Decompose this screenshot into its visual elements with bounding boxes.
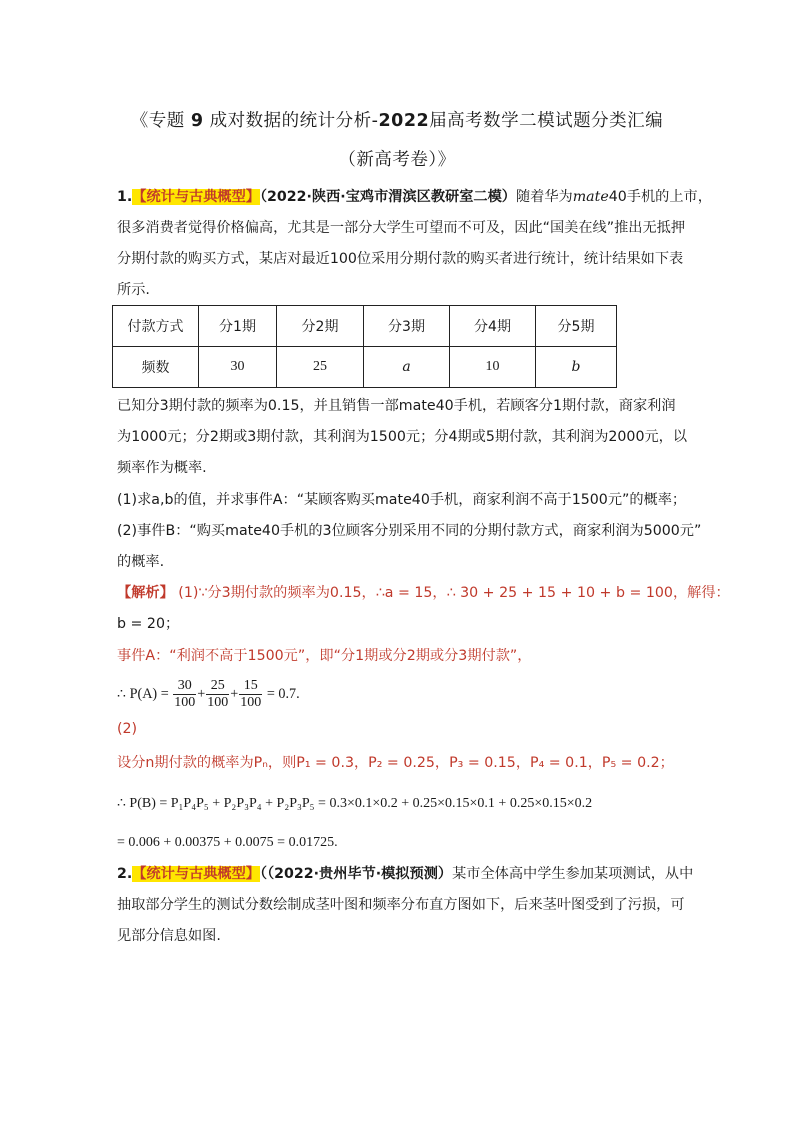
table-header-cell: 分3期 (364, 306, 450, 347)
fraction-denominator: 100 (207, 694, 229, 710)
doc-title-line2: （新高考卷）》 (338, 150, 456, 170)
question-tag: 【统计与古典概型】 (132, 866, 260, 882)
table-header-cell: 付款方式 (113, 306, 199, 347)
title-number: 9 (190, 111, 204, 131)
math-var: mate (572, 189, 609, 205)
title-text: 成对数据的统计分析- (209, 111, 379, 131)
plus-sign: + (197, 686, 206, 702)
q1-line-1 (117, 187, 712, 207)
table-row (113, 306, 617, 347)
plus-sign: + (230, 686, 239, 702)
question-text: 随着华为 (515, 189, 573, 205)
table-row (113, 347, 617, 388)
solution-line-6: 设分n期付款的概率为Pₙ，则P₁ = 0.3，P₂ = 0.25，P₃ = 0.15，P₄ = 0.1，P₅ = 0.2； (117, 755, 674, 771)
table-cell: 10 (450, 347, 536, 388)
formula-text: ∴ P(A) = (117, 686, 173, 702)
question-text: 40 (608, 189, 627, 205)
q1-para-1: 已知分3期付款的频率为0.15，并且销售一部mate40手机，若顾客分1期付款，商家利润 (117, 398, 676, 414)
fraction-numerator: 30 (173, 678, 196, 695)
q1-line-3: 分期付款的购买方式，某店对最近100位采用分期付款的购买者进行统计，统计结果如下表 (117, 251, 684, 267)
doc-title-line1 (0, 107, 794, 132)
q2-line-2: 抽取部分学生的测试分数绘制成茎叶图和频率分布直方图如下，后来茎叶图受到了污损，可 (117, 897, 685, 913)
fraction-denominator: 100 (240, 694, 262, 710)
q1-para-2: 为1000元；分2期或3期付款，其利润为1500元；分4期或5期付款，其利润为2000元，以 (117, 429, 688, 445)
solution-formula-pb: ∴ P(B) = P₁P₄P₅ + P₂P₃P₄ + P₂P₃P₅ = 0.3×0.1×0.2 + 0.25×0.15×0.1 + 0.25×0.15×0.2 (117, 796, 593, 811)
formula-text: = 0.7. (263, 686, 300, 702)
q2-line-3: 见部分信息如图. (117, 928, 221, 944)
table-header-cell: 分5期 (536, 306, 617, 347)
fraction-numerator: 25 (206, 678, 229, 695)
table-cell: b (536, 347, 617, 388)
solution-text: (1)∵分3期付款的频率为0.15，∴a = 15，∴ 30 + 25 + 15 + 10 + b = 100，解得： (178, 585, 730, 601)
q2-line-1 (117, 864, 693, 884)
question-text: 手机的上市， (626, 189, 712, 205)
question-source: （（2022·贵州毕节·模拟预测） (259, 866, 453, 882)
table-header-cell: 分1期 (199, 306, 277, 347)
solution-line-2: b = 20； (117, 616, 180, 632)
table-cell: 30 (199, 347, 277, 388)
q1-subquestion-2-cont: 的概率. (117, 554, 165, 570)
q1-line-2: 很多消费者觉得价格偏高，尤其是一部分大学生可望而不可及，因此“国美在线”推出无抵押 (117, 220, 686, 236)
solution-part-2-label: (2) (117, 721, 138, 737)
fraction (206, 678, 229, 711)
question-source: （2022·陕西·宝鸡市渭滨区教研室二模） (259, 189, 516, 205)
fraction-numerator: 15 (239, 678, 262, 695)
solution-formula-pb-result: = 0.006 + 0.00375 + 0.0075 = 0.01725. (117, 835, 338, 850)
solution-formula-pa (117, 676, 300, 712)
table-cell: a (364, 347, 450, 388)
fraction (239, 678, 262, 711)
solution-line-1 (117, 583, 730, 603)
fraction (173, 678, 196, 711)
table-header-cell: 分2期 (277, 306, 364, 347)
title-text: 《专题 (130, 111, 185, 131)
q1-subquestion-2: (2)事件B：“购买mate40手机的3位顾客分别采用不同的分期付款方式，商家利润为5000元” (117, 523, 702, 539)
question-text: 某市全体高中学生参加某项测试，从中 (452, 866, 694, 882)
question-number: 1. (117, 189, 133, 205)
table-header-cell: 分4期 (450, 306, 536, 347)
title-text: 届高考数学二模试题分类汇编 (429, 111, 664, 131)
fraction-denominator: 100 (174, 694, 196, 710)
title-year: 2022 (378, 111, 430, 131)
q1-line-4: 所示. (117, 282, 150, 298)
payment-frequency-table (112, 305, 617, 388)
question-number: 2. (117, 866, 133, 882)
q1-subquestion-1: (1)求a,b的值，并求事件A：“某顾客购买mate40手机，商家利润不高于1500元”的概率； (117, 492, 687, 508)
solution-label: 【解析】 (117, 585, 174, 601)
question-tag: 【统计与古典概型】 (132, 189, 260, 205)
q1-para-3: 频率作为概率. (117, 460, 207, 476)
solution-line-3: 事件A：“利润不高于1500元”，即“分1期或分2期或分3期付款”， (117, 648, 532, 664)
table-cell: 频数 (113, 347, 199, 388)
table-cell: 25 (277, 347, 364, 388)
